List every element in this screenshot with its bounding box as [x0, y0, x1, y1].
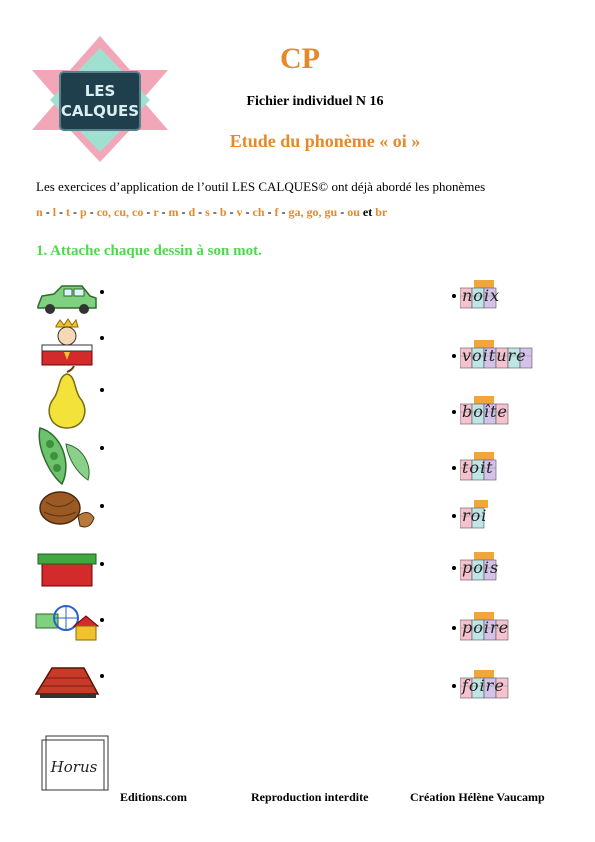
- phoneme-separator: -: [178, 205, 189, 219]
- level-title: CP: [280, 42, 320, 75]
- phoneme-separator: -: [70, 205, 81, 219]
- picture-link-dot[interactable]: [100, 618, 104, 622]
- phoneme-separator: -: [195, 205, 206, 219]
- picture-link-dot[interactable]: [100, 446, 104, 450]
- word-voiture: [460, 340, 536, 364]
- word-label: toit: [462, 458, 494, 477]
- word-label: boîte: [462, 402, 508, 421]
- word-label: foire: [462, 676, 505, 695]
- phoneme-separator: -: [226, 205, 237, 219]
- picture-link-dot[interactable]: [100, 336, 104, 340]
- phoneme-item: s: [205, 205, 210, 219]
- phoneme-list: [36, 205, 387, 220]
- les-calques-logo: [30, 34, 170, 164]
- phoneme-item: d: [188, 205, 196, 219]
- pea-pod-icon: [32, 424, 102, 472]
- phoneme-separator: -: [264, 205, 275, 219]
- word-label: pois: [462, 558, 500, 577]
- svg-text:Horus: Horus: [50, 758, 98, 776]
- word-label: noix: [462, 286, 501, 305]
- word-link-dot[interactable]: [452, 684, 456, 688]
- phoneme-separator: -: [158, 205, 169, 219]
- phoneme-item: br: [375, 205, 388, 219]
- phoneme-item: ch: [252, 205, 265, 219]
- phoneme-item: ga, go, gu: [288, 205, 338, 219]
- pear-icon: [32, 366, 102, 414]
- picture-link-dot[interactable]: [100, 388, 104, 392]
- picture-link-dot[interactable]: [100, 674, 104, 678]
- phoneme-item: m: [168, 205, 179, 219]
- phoneme-separator: -: [86, 205, 97, 219]
- word-label: voiture: [462, 346, 527, 365]
- car-icon: [32, 272, 102, 320]
- phoneme-separator: -: [337, 205, 348, 219]
- roof-icon: [32, 656, 102, 704]
- word-boîte: [460, 396, 512, 420]
- word-roi: [460, 500, 488, 524]
- phoneme-item: ou: [347, 205, 360, 219]
- word-poire: [460, 612, 512, 636]
- walnut-icon: [32, 486, 102, 534]
- phoneme-item: co, cu, co: [96, 205, 144, 219]
- logo-line2: CALQUES: [60, 102, 140, 120]
- exercise-instruction: 1. Attache chaque dessin à son mot.: [36, 243, 262, 259]
- phoneme-and-word: et: [359, 205, 376, 219]
- footer-reproduction: Reproduction interdite: [251, 790, 369, 804]
- phoneme-item: n: [36, 205, 43, 219]
- picture-link-dot[interactable]: [100, 290, 104, 294]
- word-label: roi: [462, 506, 488, 525]
- phoneme-item: l: [52, 205, 57, 219]
- word-label: poire: [462, 618, 510, 637]
- logo-line1: LES: [84, 82, 116, 100]
- footer-editions: Editions.com: [120, 790, 188, 804]
- phoneme-item: r: [153, 205, 159, 219]
- fair-icon: [32, 600, 102, 648]
- word-pois: [460, 552, 500, 576]
- word-link-dot[interactable]: [452, 466, 456, 470]
- phoneme-item: f: [274, 205, 279, 219]
- word-link-dot[interactable]: [452, 514, 456, 518]
- word-link-dot[interactable]: [452, 410, 456, 414]
- king-icon: [32, 318, 102, 366]
- word-link-dot[interactable]: [452, 566, 456, 570]
- picture-link-dot[interactable]: [100, 562, 104, 566]
- picture-link-dot[interactable]: [100, 504, 104, 508]
- word-toit: [460, 452, 500, 476]
- box-icon: [32, 544, 102, 592]
- phoneme-title: Etude du phonème « oi »: [229, 131, 421, 151]
- phoneme-separator: -: [278, 205, 289, 219]
- phoneme-separator: -: [143, 205, 154, 219]
- phoneme-separator: -: [242, 205, 253, 219]
- word-noix: [460, 280, 500, 304]
- word-link-dot[interactable]: [452, 626, 456, 630]
- phoneme-separator: -: [209, 205, 220, 219]
- phoneme-item: b: [219, 205, 227, 219]
- word-link-dot[interactable]: [452, 354, 456, 358]
- phoneme-separator: -: [56, 205, 67, 219]
- phoneme-item: p: [80, 205, 87, 219]
- word-link-dot[interactable]: [452, 294, 456, 298]
- intro-text: Les exercices d’application de l’outil LES CALQUES© ont déjà abordé les phonèmes: [36, 179, 486, 194]
- footer-creation: Création Hélène Vaucamp: [410, 790, 545, 804]
- phoneme-item: v: [236, 205, 243, 219]
- word-foire: [460, 670, 512, 694]
- horus-logo: [40, 732, 112, 794]
- phoneme-item: t: [66, 205, 71, 219]
- phoneme-separator: -: [42, 205, 53, 219]
- worksheet-subtitle: Fichier individuel N 16: [246, 94, 384, 109]
